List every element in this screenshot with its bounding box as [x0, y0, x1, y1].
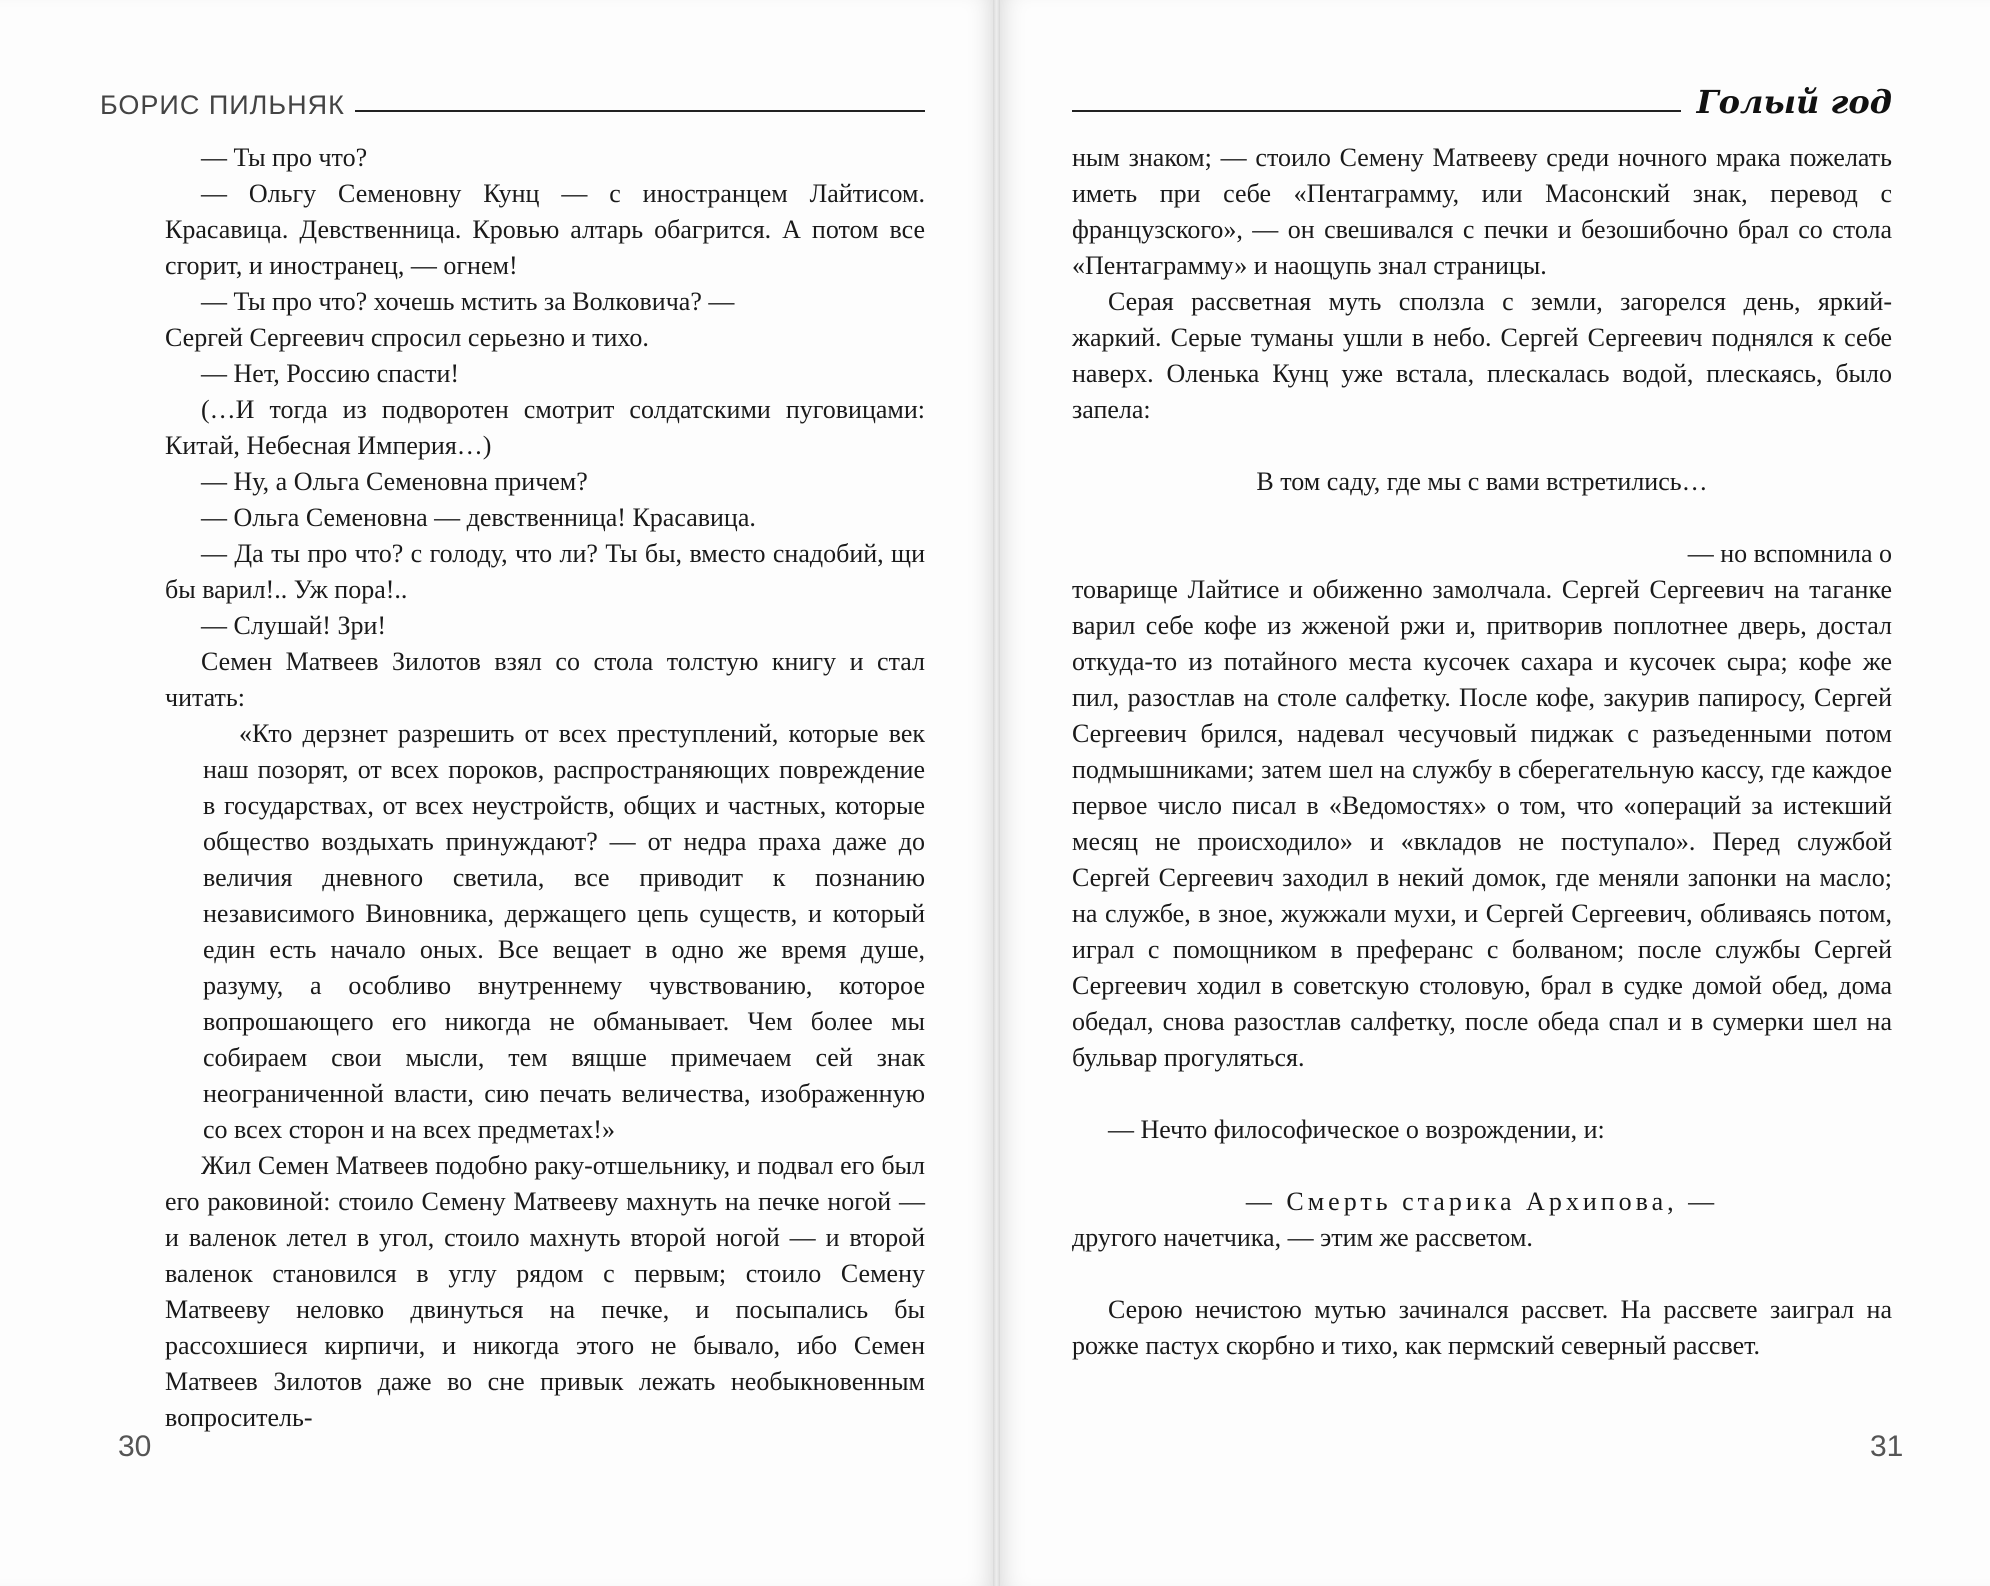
spacer — [1072, 1076, 1892, 1112]
header-author: БОРИС ПИЛЬНЯК — [100, 90, 345, 120]
right-text-body — [1072, 140, 1892, 1364]
left-text-body — [165, 140, 925, 1436]
paragraph: другого начетчика, — этим же рассветом. — [1072, 1223, 1533, 1252]
spacer — [1072, 500, 1892, 536]
left-page — [0, 0, 993, 1586]
paragraph: — Ну, а Ольга Семеновна причем? — [201, 467, 588, 496]
paragraph: — Нет, Россию спасти! — [201, 359, 460, 388]
spacer — [1072, 1148, 1892, 1184]
paragraph: — но вспомнила о — [1687, 539, 1892, 568]
paragraph: — Ты про что? — [201, 143, 368, 172]
paragraph: ным знаком; — стоило Семену Матвееву среди ночного мрака пожелать иметь при себе «Пентаграмму, или Масонский знак, перевод с французского», — он свешивался с печки и безошибочно брал со стола «Пентаграмму» и наощупь знал страницы. — [1072, 143, 1892, 280]
block-quote: «Кто дерзнет разрешить от всех преступлений, которые век наш позорят, от всех пороков, распространяющих повреждение в государствах, от всех неустройств, общих и частных, которые общество воздыхать принуждают? — от недра праха даже до величия дневного светила, все приводит к познанию независимого Виновника, держащего цепь существ, и который един есть начало оных. Все вещает в одно же время душе, разуму, а особливо внутреннему чувствованию, которое вопрошающего его никогда не обманывает. Чем более мы собираем свои мысли, тем вящше примечаем сей знак неограниченной власти, сию печать величества, изображенную со всех сторон и на всех предметах!» — [203, 719, 925, 1144]
spaced-heading: — Смерть старика Архипова, — — [1245, 1187, 1719, 1216]
book-gutter — [993, 0, 1000, 1586]
paragraph: Серая рассветная муть сползла с земли, загорелся день, яркий-жаркий. Серые туманы ушли в небо. Сергей Сергеевич поднялся к себе наверх. Оленька Кунц уже встала, плескалась водой, плескаясь, было запела: — [1072, 287, 1892, 424]
page-number: 30 — [118, 1430, 152, 1463]
spacer — [1072, 1256, 1892, 1292]
paragraph: — Ольга Семеновна — девственница! Красавица. — [201, 503, 756, 532]
left-running-header — [100, 80, 925, 120]
paragraph: — Ты про что? хочешь мстить за Волковича? — — [201, 287, 735, 316]
paragraph: — Ольгу Семеновну Кунц — с иностранцем Лайтисом. Красавица. Девственница. Кровью алтарь обагрится. А потом все сгорит, и иностранец, — огнем! — [165, 179, 925, 280]
paragraph: (…И тогда из подворотен смотрит солдатскими пуговицами: Китай, Небесная Империя…) — [165, 395, 925, 460]
paragraph: Жил Семен Матвеев подобно раку-отшельнику, и подвал его был его раковиной: стоило Семену Матвееву махнуть на печке ногой — и валенок летел в угол, стоило махнуть второй ногой — и второй валенок становился в углу рядом с первым; стоило Семену Матвееву неловко двинуться на печке, и посыпались бы рассохшиеся кирпичи, и никогда этого не бывало, ибо Семен Матвеев Зилотов даже во сне привык лежать необыкновенным вопроситель- — [165, 1151, 925, 1432]
paragraph: Серою нечистою мутью зачинался рассвет. На рассвете заиграл на рожке пастух скорбно и тихо, как пермский северный рассвет. — [1072, 1295, 1892, 1360]
spacer — [1072, 428, 1892, 464]
right-running-header — [1072, 80, 1892, 120]
header-rule — [355, 110, 925, 112]
paragraph: Семен Матвеев Зилотов взял со стола толстую книгу и стал читать: — [165, 647, 925, 712]
header-book-title: Голый год — [1696, 83, 1892, 121]
paragraph: Сергей Сергеевич спросил серьезно и тихо. — [165, 323, 649, 352]
song-line: В том саду, где мы с вами встретились… — [1256, 467, 1708, 496]
header-rule — [1072, 110, 1681, 112]
paragraph: — Да ты про что? с голоду, что ли? Ты бы, вместо снадобий, щи бы варил!.. Уж пора!.. — [165, 539, 925, 604]
paragraph: — Нечто философическое о возрождении, и: — [1108, 1115, 1605, 1144]
paragraph: товарище Лайтисе и обиженно замолчала. Сергей Сергеевич на таганке варил себе кофе из жженой ржи и, притворив поплотнее дверь, достал откуда-то из потайного места кусочек сахара и кусочек сыра; кофе же пил, разостлав на столе салфетку. После кофе, закурив папиросу, Сергей Сергеевич брился, надевал чесучовый пиджак с разъеденными потом подмышниками; затем шел на службу в сберегательную кассу, где каждое первое число писал в «Ведомостях» о том, что «операций за истекший месяц не происходило» и «вкладов не поступало». Перед службой Сергей Сергеевич заходил в некий домок, где меняли запонки на масло; на службе, в зное, жужжали мухи, и Сергей Сергеевич, обливаясь потом, играл с помощником в преферанс с болваном; после службы Сергей Сергеевич ходил в советскую столовую, брал в судке домой обед, дома обедал, снова разостлав салфетку, после обеда спал и в сумерки шел на бульвар прогуляться. — [1072, 575, 1892, 1072]
page-number: 31 — [1870, 1430, 1904, 1463]
right-page — [1000, 0, 1990, 1586]
paragraph: — Слушай! Зри! — [201, 611, 387, 640]
